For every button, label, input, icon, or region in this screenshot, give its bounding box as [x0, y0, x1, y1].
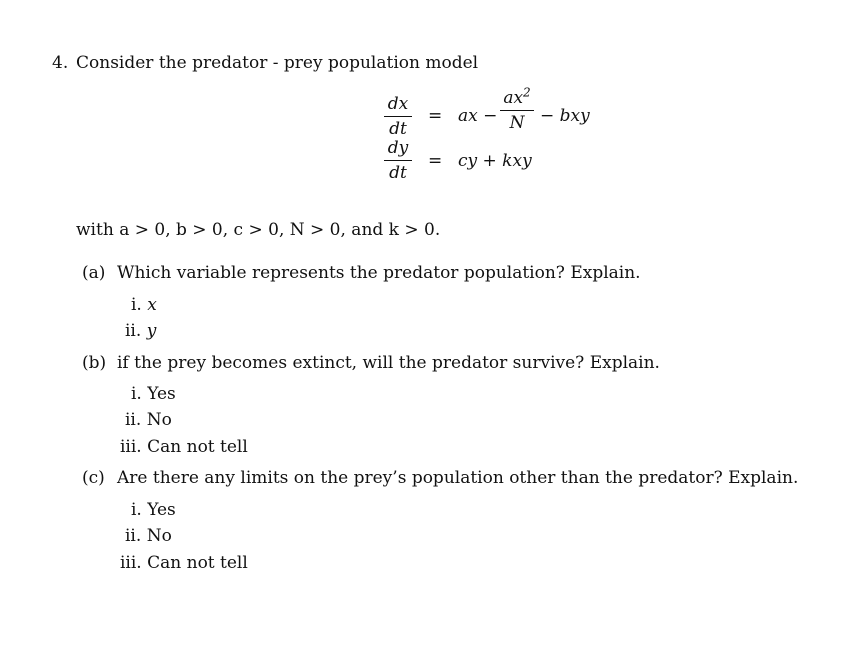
- option-text: No: [146, 410, 172, 430]
- question-b-option-3: [120, 437, 248, 457]
- eq1-rhs-exponent: 2: [523, 85, 531, 100]
- option-text: Can not tell: [147, 437, 248, 457]
- conditions-line: [76, 220, 440, 240]
- eq2-lhs-fraction: [384, 138, 412, 183]
- eq1-term1: ax −: [458, 106, 498, 126]
- question-c-text: Are there any limits on the prey’s population other than the predator? Explain.: [117, 468, 799, 488]
- option-marker: iii.: [120, 437, 142, 457]
- eq1-lhs-denominator: dt: [389, 119, 407, 139]
- eq2-rhs: cy + kxy: [458, 151, 532, 171]
- eq2-lhs-fraction-bar: [384, 160, 412, 161]
- option-marker: iii.: [120, 553, 142, 573]
- question-c-option-1: [131, 500, 176, 520]
- eq1-rhs-numerator: $ax^2$: [503, 85, 531, 108]
- question-b-option-1: [131, 384, 176, 404]
- question-a-text: Which variable represents the predator population? Explain.: [117, 263, 641, 283]
- question-a-option-2: [125, 321, 156, 341]
- option-text: Yes: [147, 384, 176, 404]
- option-text: x: [147, 295, 157, 315]
- question-a-option-1: [131, 295, 157, 315]
- question-b-text: if the prey becomes extinct, will the predator survive? Explain.: [117, 353, 660, 373]
- option-marker: i.: [131, 384, 142, 404]
- question-c-option-3: [120, 553, 248, 573]
- question-b-label: (b): [82, 353, 107, 373]
- option-text: No: [146, 526, 172, 546]
- option-text: Yes: [147, 500, 176, 520]
- option-text: Can not tell: [147, 553, 248, 573]
- eq1-lhs-numerator: dx: [387, 94, 409, 114]
- problem-intro: Consider the predator - prey population model: [76, 53, 479, 73]
- question-a-label: (a): [82, 263, 106, 283]
- eq1-lhs-fraction: [384, 94, 412, 139]
- option-marker: i.: [131, 295, 142, 315]
- option-marker: ii.: [125, 410, 142, 430]
- eq1-rhs-fraction-bar: [500, 110, 534, 111]
- eq2-lhs-numerator: dy: [387, 138, 409, 158]
- eq2-equals: =: [428, 151, 443, 171]
- option-text: y: [146, 321, 157, 341]
- problem-number: 4.: [52, 53, 69, 73]
- question-c-option-2: [125, 526, 172, 546]
- eq1-rhs-fraction: [500, 85, 534, 133]
- eq1-equals: =: [428, 106, 443, 126]
- conditions-prefix: with: [76, 220, 114, 240]
- option-marker: ii.: [125, 321, 142, 341]
- eq2-lhs-denominator: dt: [389, 163, 407, 183]
- eq1-rhs-denominator: N: [509, 113, 525, 133]
- eq1-term2: − bxy: [540, 106, 590, 126]
- conditions-text: a > 0, b > 0, c > 0, N > 0, and k > 0.: [119, 220, 441, 240]
- question-b-option-2: [125, 410, 172, 430]
- option-marker: i.: [131, 500, 142, 520]
- option-marker: ii.: [125, 526, 142, 546]
- question-c-label: (c): [82, 468, 105, 488]
- eq1-lhs-fraction-bar: [384, 116, 412, 117]
